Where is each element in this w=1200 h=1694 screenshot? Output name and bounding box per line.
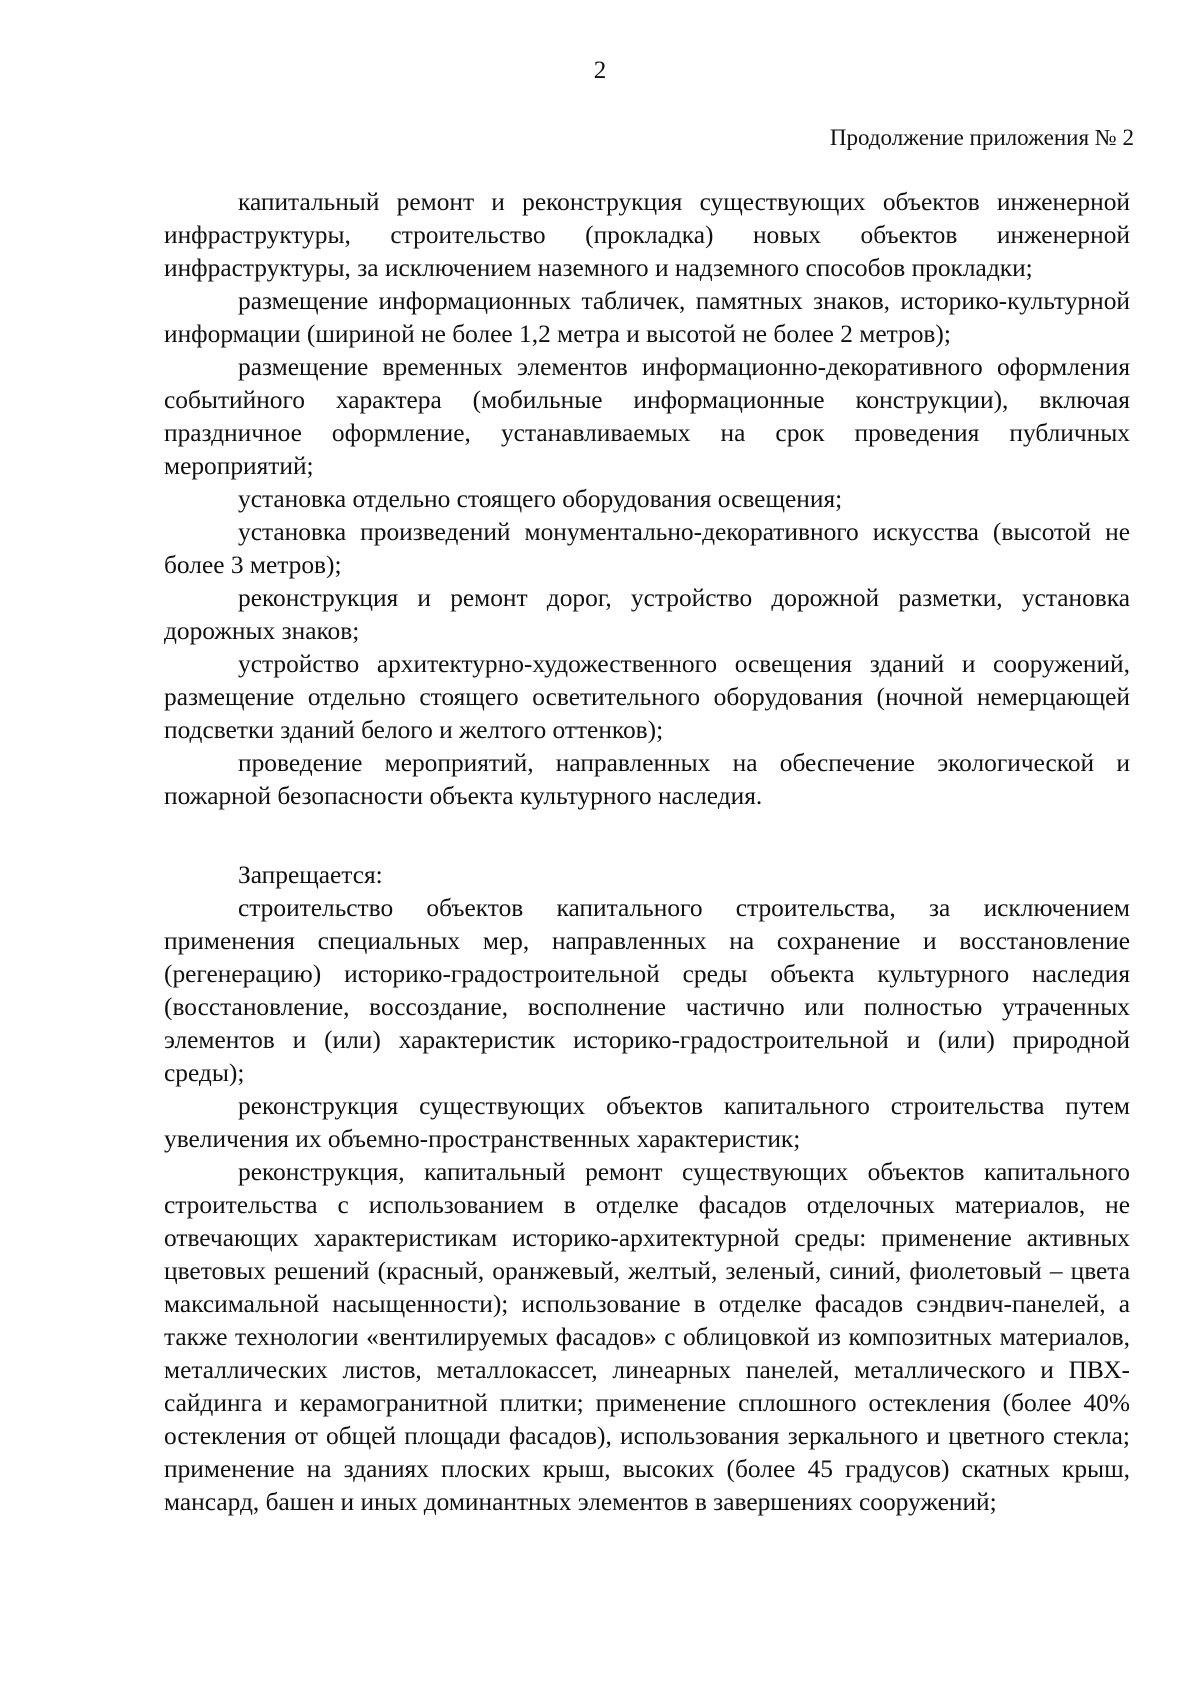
- paragraph-prohibited-1: строительство объектов капитального строительства, за исключением применения специальных мер, направленных на сохранение и восстановление (регенерацию) историко-градостроительной среды объекта культурного наследия (восстановление, воссоздание, восполнение частично или полностью утраченных элементов и (или) характеристик историко-градостроительной и (или) природной среды);: [164, 894, 1130, 1087]
- paragraph-prohibited-3: реконструкция, капитальный ремонт существующих объектов капитального строительства с использованием в отделке фасадов отделочных материалов, не отвечающих характеристикам историко-архитектурной среды: применение активных цветовых решений (красный, оранжевый, желтый, зеленый, синий, фиолетовый – цвета максимальной насыщенности); использование в отделке фасадов сэндвич-панелей, а также технологии «вентилируемых фасадов» с облицовкой из композитных материалов, металлических листов, металлокассет, линеарных панелей, металлического и ПВХ-сайдинга и керамогранитной плитки; применение сплошного остекления (более 40% остекления от общей площади фасадов), использования зеркального и цветного стекла; применение на зданиях плоских крыш, высоких (более 45 градусов) скатных крыш, мансард, башен и иных доминантных элементов в завершениях сооружений;: [164, 1158, 1130, 1516]
- paragraph-prohibited-2: реконструкция существующих объектов капитального строительства путем увеличения их объемно-пространственных характеристик;: [164, 1092, 1130, 1153]
- paragraph-allowed-2: размещение информационных табличек, памятных знаков, историко-культурной информации (шириной не более 1,2 метра и высотой не более 2 метров);: [164, 287, 1130, 348]
- paragraph-allowed-6: реконструкция и ремонт дорог, устройство дорожной разметки, установка дорожных знаков;: [164, 584, 1130, 645]
- paragraph-allowed-1: капитальный ремонт и реконструкция существующих объектов инженерной инфраструктуры, строительство (прокладка) новых объектов инженерной инфраструктуры, за исключением наземного и надземного способов прокладки;: [164, 188, 1130, 282]
- paragraph-allowed-8: проведение мероприятий, направленных на обеспечение экологической и пожарной безопасности объекта культурного наследия.: [164, 749, 1130, 810]
- paragraph-allowed-3: размещение временных элементов информационно-декоративного оформления событийного характера (мобильные информационные конструкции), включая праздничное оформление, устанавливаемых на срок проведения публичных мероприятий;: [164, 353, 1130, 480]
- paragraph-allowed-5: установка произведений монументально-декоративного искусства (высотой не более 3 метров);: [164, 518, 1130, 579]
- page-number: 2: [593, 57, 607, 84]
- paragraph-allowed-7: устройство архитектурно-художественного освещения зданий и сооружений, размещение отдельно стоящего осветительного оборудования (ночной немерцающей подсветки зданий белого и желтого оттенков);: [164, 650, 1130, 744]
- document-body: [164, 186, 1130, 1519]
- paragraph-allowed-4: установка отдельно стоящего оборудования освещения;: [238, 485, 843, 513]
- appendix-continuation-note: Продолжение приложения № 2: [829, 125, 1134, 150]
- prohibited-heading: Запрещается:: [238, 861, 383, 889]
